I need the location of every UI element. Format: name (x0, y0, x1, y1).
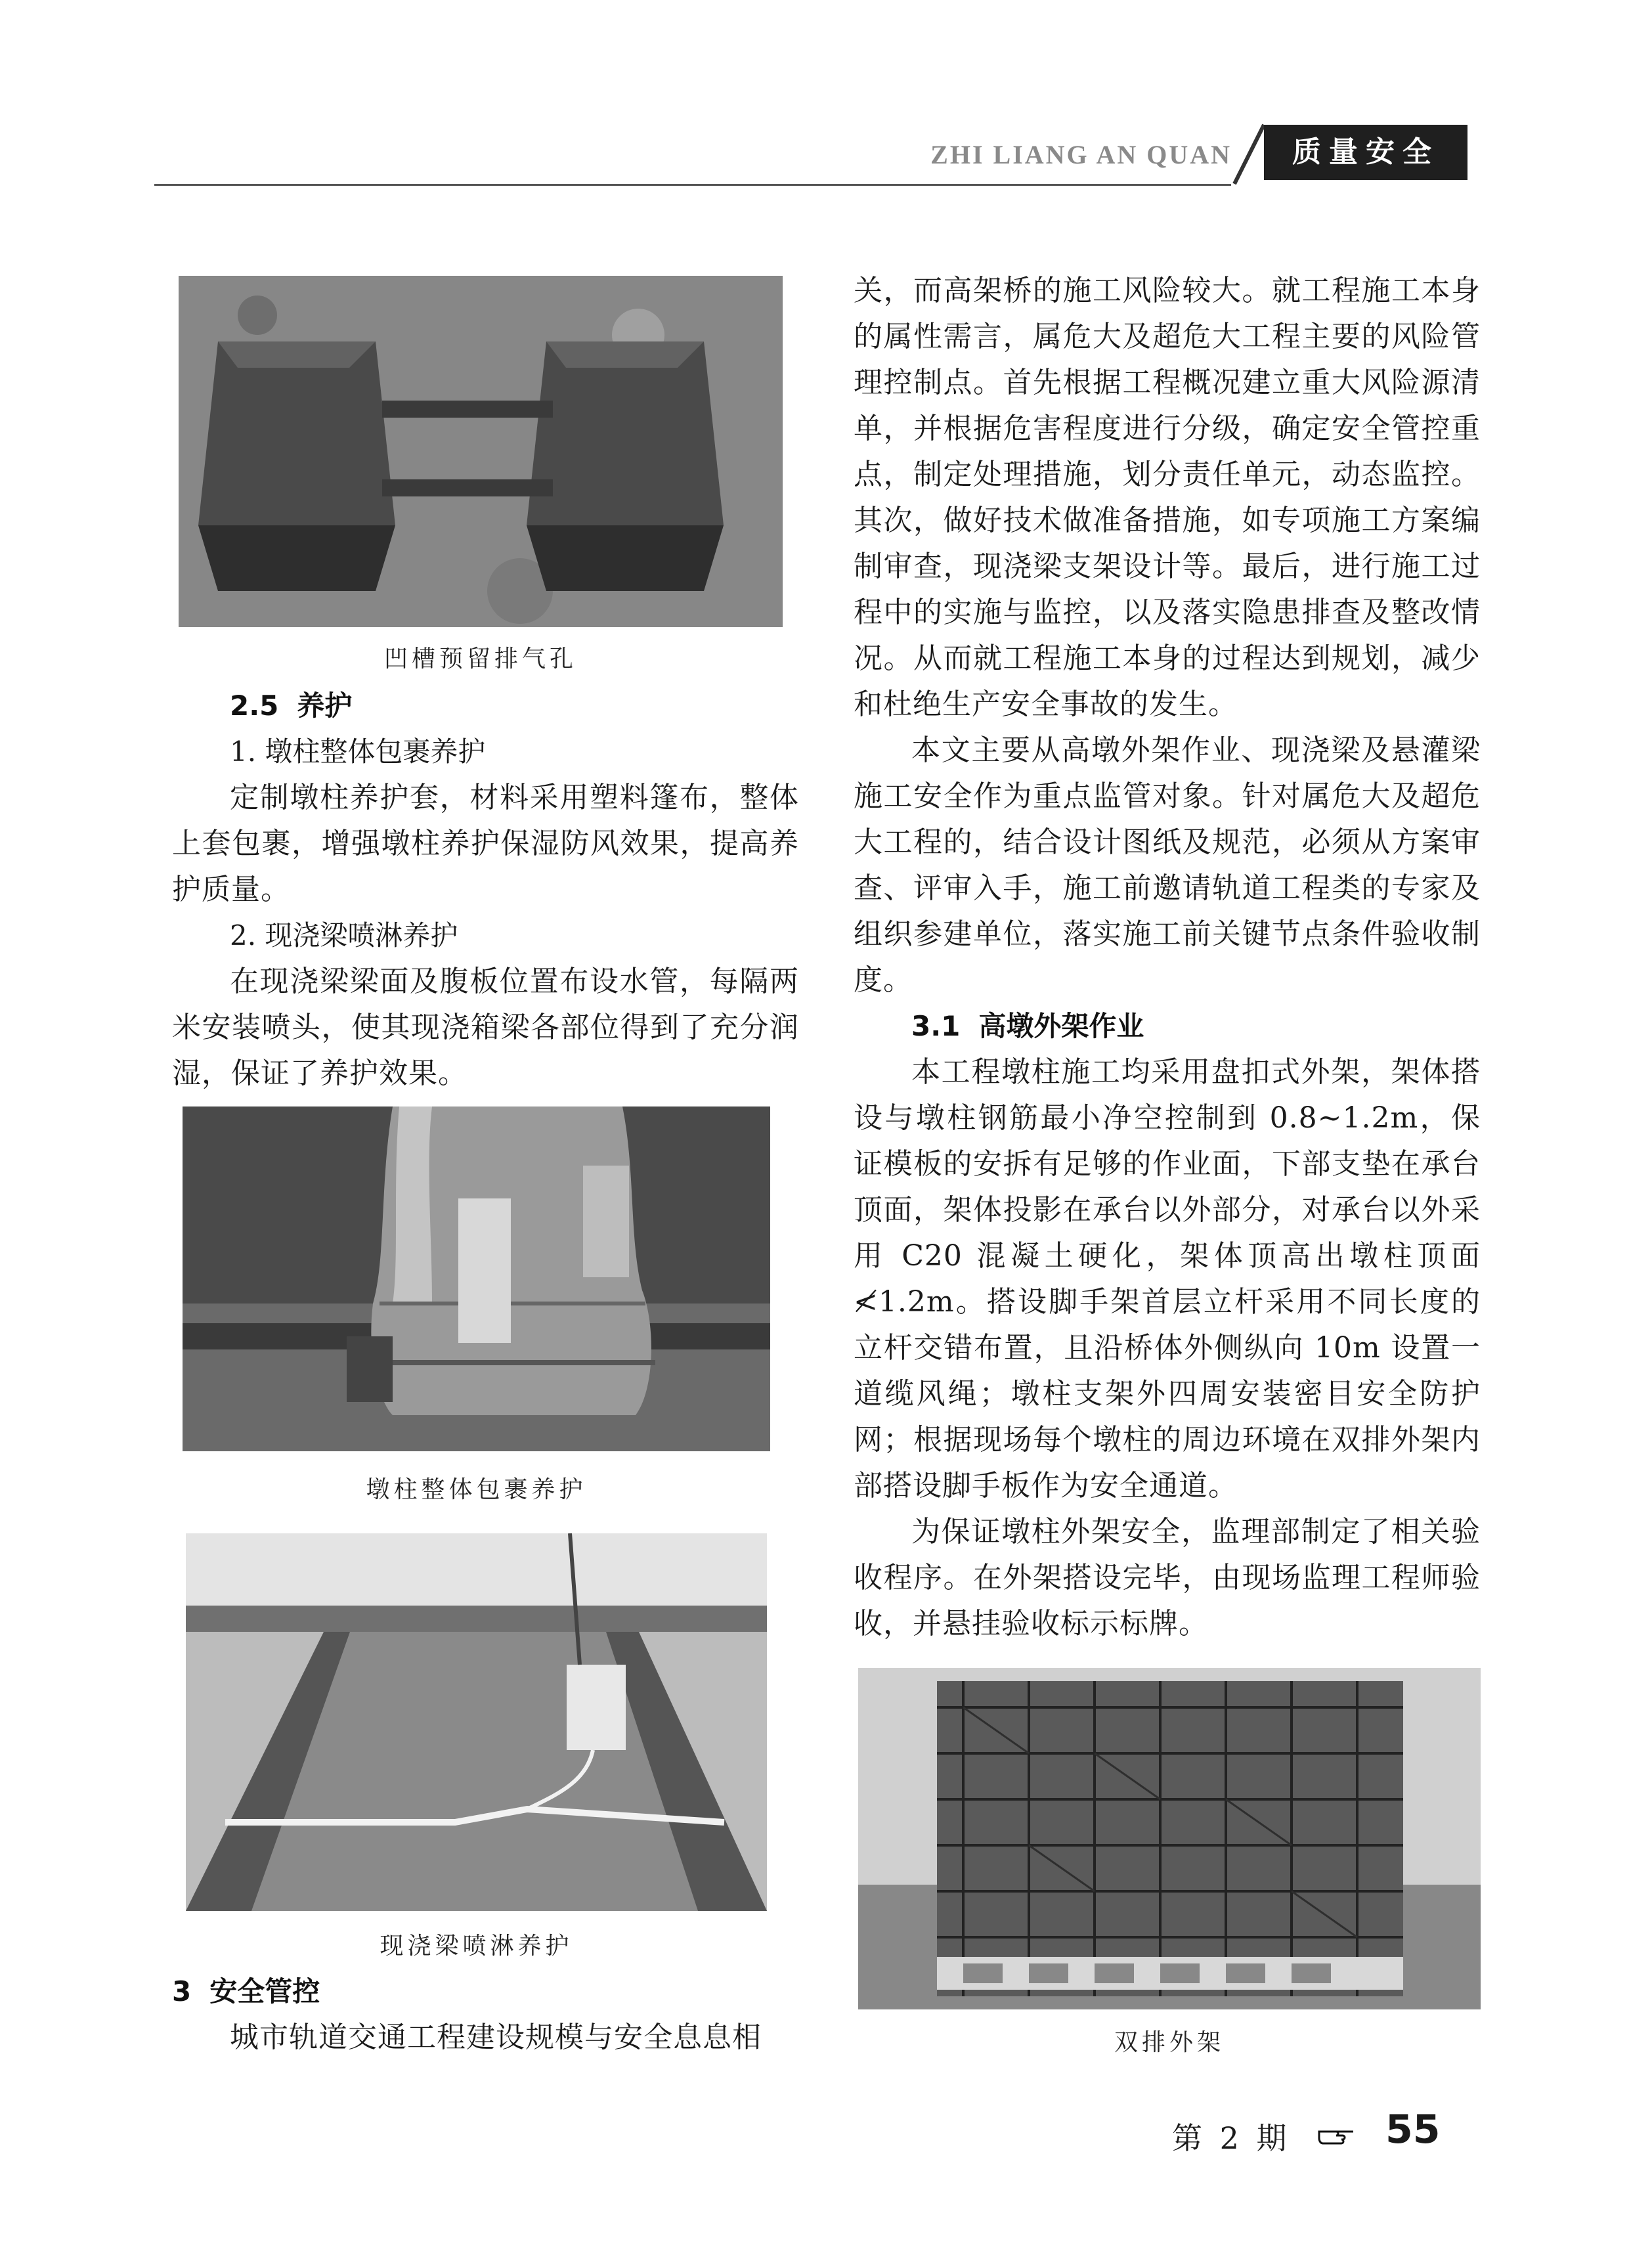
figure-caption-pier-wrap: 墩柱整体包裹养护 (366, 1476, 587, 1503)
subitem-beam-spray: 2. 现浇梁喷淋养护 (230, 919, 458, 952)
figure-groove-vent (179, 276, 783, 627)
section-title: 安全管控 (209, 1975, 320, 2007)
figure-caption-groove-vent: 凹槽预留排气孔 (383, 646, 577, 672)
subitem-pier-wrap: 1. 墩柱整体包裹养护 (230, 735, 486, 768)
right-text-block (854, 268, 1481, 1647)
header-pinyin: ZHI LIANG AN QUAN (930, 140, 1232, 169)
left-text-block-1 (172, 683, 799, 1097)
left-text-block-2 (172, 1969, 799, 2061)
figure-caption-double-scaffold: 双排外架 (1114, 2029, 1225, 2056)
figure-caption-beam-spray: 现浇梁喷淋养护 (380, 1933, 573, 1960)
figure-pier-wrap (183, 1107, 770, 1451)
figure-beam-spray (186, 1533, 767, 1911)
paragraph-urban-rail: 城市轨道交通工程建设规模与安全息息相 (230, 2021, 762, 2054)
section-title: 高墩外架作业 (978, 1010, 1144, 1042)
section-title: 养护 (297, 690, 353, 722)
section-number: 2.5 (230, 690, 279, 722)
section-heading-3-1 (854, 1003, 1481, 1049)
header-rule (154, 184, 1231, 186)
footer-page-number: 55 (1385, 2107, 1441, 2153)
section-number: 3.1 (911, 1010, 961, 1042)
header-section-tab: 质量安全 (1264, 125, 1467, 180)
paragraph-risk-control: 关，而高架桥的施工风险较大。就工程施工本身的属性需言，属危大及超危大工程主要的风险管理控制点。首先根据工程概况建立重大风险源清单，并根据危害程度进行分级，确定安全管控重点，制定处理措施，划分责任单元，动态监控。其次，做好技术做准备措施，如专项施工方案编制审查，现浇梁支架设计等。最后，进行施工过程中的实施与监控，以及落实隐患排查及整改情况。从而就工程施工本身的过程达到规划，减少和杜绝生产安全事故的发生。 (854, 274, 1481, 721)
figure-double-scaffold (858, 1668, 1481, 2009)
paragraph-supervision-focus: 本文主要从高墩外架作业、现浇梁及悬灌梁施工安全作为重点监管对象。针对属危大及超危大工程的，结合设计图纸及规范，必须从方案审查、评审入手，施工前邀请轨道工程类的专家及组织参建单位，落实施工前关键节点条件验收制度。 (854, 734, 1481, 997)
section-heading-2-5 (172, 683, 799, 729)
paragraph-acceptance: 为保证墩柱外架安全，监理部制定了相关验收程序。在外架搭设完毕，由现场监理工程师验收，并悬挂验收标示标牌。 (854, 1515, 1481, 1640)
header-slash-icon (1228, 121, 1267, 187)
paragraph-beam-spray: 在现浇梁梁面及腹板位置布设水管，每隔两米安装喷头，使其现浇箱梁各部位得到了充分润湿，保证了养护效果。 (172, 965, 799, 1090)
pointing-hand-icon (1316, 2122, 1356, 2149)
section-heading-3 (172, 1969, 799, 2015)
footer-issue: 第 2 期 (1172, 2120, 1291, 2156)
section-number: 3 (172, 1975, 192, 2007)
paragraph-scaffold-details: 本工程墩柱施工均采用盘扣式外架，架体搭设与墩柱钢筋最小净空控制到 0.8~1.2m，保证模板的安拆有足够的作业面，下部支垫在承台顶面，架体投影在承台以外部分，对承台以外采用 C20 混凝土硬化，架体顶高出墩柱顶面≮1.2m。搭设脚手架首层立杆采用不同长度的立杆交错布置，且沿桥体外侧纵向 10m 设置一道缆风绳；墩柱支架外四周安装密目安全防护网；根据现场每个墩柱的周边环境在双排外架内部搭设脚手板作为安全通道。 (854, 1055, 1481, 1502)
paragraph-pier-wrap: 定制墩柱养护套，材料采用塑料篷布，整体上套包裹，增强墩柱养护保湿防风效果，提高养护质量。 (172, 781, 799, 906)
